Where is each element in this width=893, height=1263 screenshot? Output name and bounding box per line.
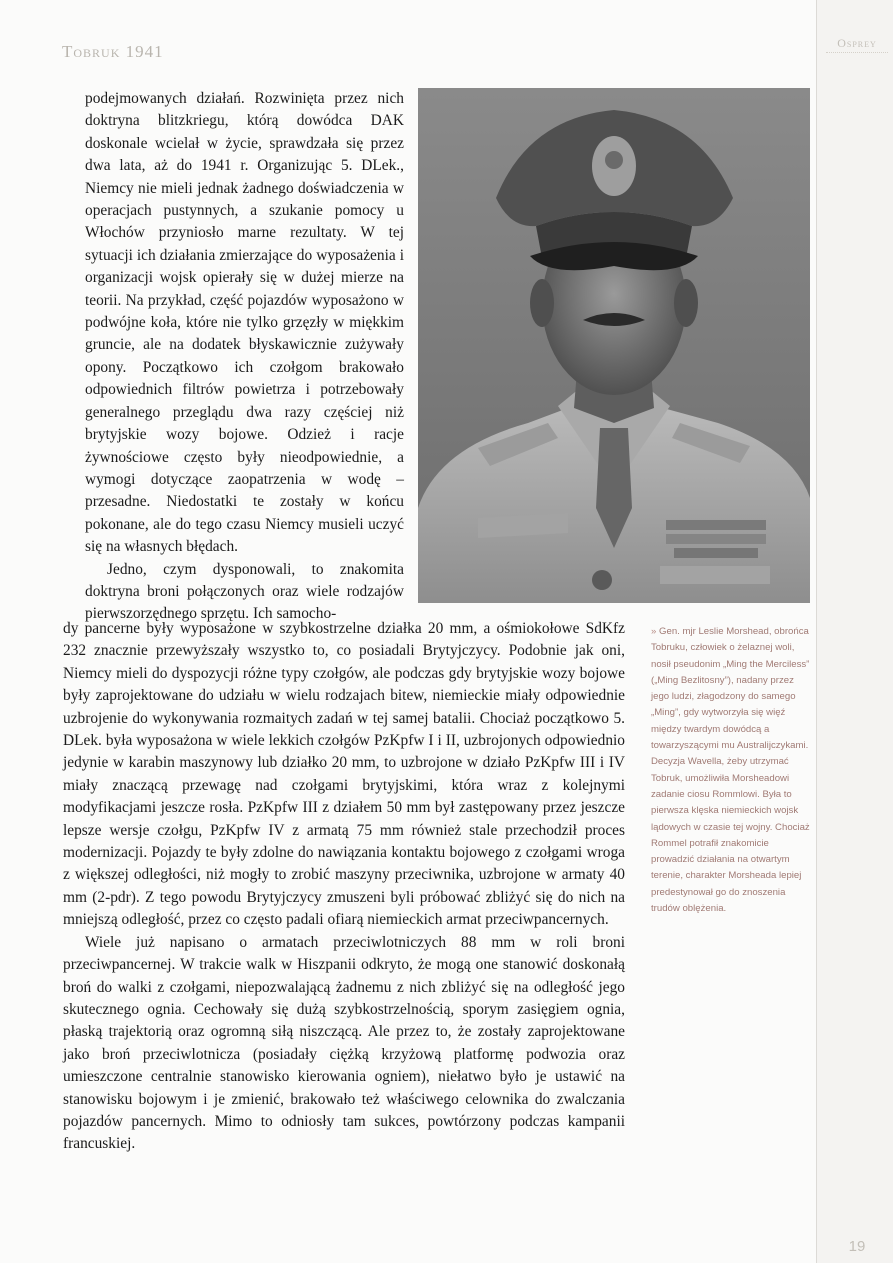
photo-caption: [651, 624, 811, 917]
portrait-photo: [418, 88, 810, 603]
margin-strip: [816, 0, 893, 1263]
paragraph-2-continued: dy pancerne były wyposażone w szybkostrzelne działka 20 mm, a ośmiokołowe SdKfz 232 znacznie przewyższały wszystko to, co posiadali Brytyjczycy. Podobnie jak oni, Niemcy mieli do dyspozycji różne typy czołgów, ale podczas gdy brytyjskie wozy bojowe były zaprojektowane do udziału w wielu rodzajach bitew, niemieckie miały odpowiednie uzbrojenie do wykonywania rozmaitych zadań w tej samej batalii. Chociaż początkowo 5. DLek. była wyposażona w wiele lekkich czołgów PzKpfw I i II, uzbrojonych odpowiednio jedynie w karabin maszynowy lub działko 20 mm, to uzbrojone w działo PzKpfw III i IV miały znaczącą przewagę nad czołgami brytyjskimi, która wraz z kolejnymi modyfikacjami jeszcze rosła. PzKpfw III z działem 50 mm był zastępowany przez jeszcze lepsze wersje czołgu, PzKpfw IV z armatą 75 mm również stale przechodził proces modernizacji. Pojazdy te były zdolne do nawiązania kontaktu bojowego z czołgami wroga z większej odległości, niż mogły to zrobić maszyny przeciwnika, uzbrojone w armaty 40 mm (2-pdr). Z tego powodu Brytyjczycy zmuszeni byli próbować zbliżyć się do nich na mniejszą odległość, przez co często padali ofiarą niemieckich armat przeciwpancernych.: [63, 620, 625, 929]
publisher-mark: Osprey: [837, 36, 877, 50]
paragraph-2-start: Jedno, czym dysponowali, to znakomita doktryna broni połączonych oraz wiele rodzajów pierwszorzędnego sprzętu. Ich samocho-: [85, 560, 404, 623]
body-column-full: [63, 618, 625, 1156]
publisher-rule: [826, 52, 888, 55]
portrait-photo-icon: [418, 88, 810, 603]
page-number: 19: [848, 1238, 866, 1255]
running-head: Tobruk 1941: [62, 42, 164, 61]
paragraph-3: Wiele już napisano o armatach przeciwlotniczych 88 mm w roli broni przeciwpancernej. W trakcie walk w Hiszpanii odkryto, że mogą one stanowić doskonałą broń do walki z czołgami, niepozwalającą żadnemu z nich zbliżyć się na odległość jego skutecznego ognia. Cechowały się dużą szybkostrzelnością, sporym zasięgiem ognia, płaską trajektorią oraz ogromną siłą niszczącą. Ale przez to, że zostały zaprojektowane jako broń przeciwlotnicza (posiadały ciężką krzyżową platformę podwozia oraz umieszczone centralnie stanowisko kierowania ogniem), niełatwo było je ustawić na stanowisku bojowym i je zmienić, brakowało też właściwego celownika do zwalczania pojazdów pancernych. Mimo to odniosły tam sukces, powtórzony podczas kampanii francuskiej.: [63, 933, 625, 1153]
caption-text: Gen. mjr Leslie Morshead, obrońca Tobruku, człowiek o żelaznej woli, nosił pseudonim „Ming the Merciless” („Ming Bezlitosny”), nadany przez jego ludzi, złagodzony do samego „Ming”, gdy wytworzyła się więź między twardym dowódcą a towarzyszącymi mu Australijczykami. Decyzja Wavella, żeby utrzymać Tobruk, umożliwiła Morsheadowi zadanie ciosu Rommlowi. Była to pierwsza klęska niemieckich wojsk lądowych w czasie tej wojny. Chociaż Rommel potrafił znakomicie prowadzić działania na otwartym terenie, charakter Morsheada lepiej predestynował go do znoszenia trudów oblężenia.: [651, 626, 810, 915]
caption-bullet: »: [651, 626, 657, 637]
body-column-top: [85, 88, 404, 626]
paragraph-1: podejmowanych działań. Rozwinięta przez nich doktryna blitzkriegu, którą dowódca DAK doskonale wcielał w życie, sprawdzała się przez dwa lata, aż do 1941 r. Organizując 5. DLek., Niemcy nie mieli jednak żadnego doświadczenia w operacjach pustynnych, a szukanie pomocy u Włochów przyniosło marne rezultaty. W tej sytuacji ich działania zmierzające do wyposażenia i organizacji wojsk opierały się w dużej mierze na teorii. Na przykład, część pojazdów wyposażono w podwójne koła, które nie tylko grzęzły w miękkim gruncie, ale na dodatek błyskawicznie zużywały opony. Początkowo ich czołgom brakowało odpowiednich filtrów powietrza i potrzebowały generalnego przeglądu dwa razy częściej niż brytyjskie wozy bojowe. Odzież i racje żywnościowe często były nieodpowiednie, a wymogi dotyczące zaopatrzenia w wodę – przesadne. Niedostatki te zostały w końcu pokonane, ale do tego czasu Niemcy musieli uczyć się na własnych błędach.: [85, 90, 404, 556]
